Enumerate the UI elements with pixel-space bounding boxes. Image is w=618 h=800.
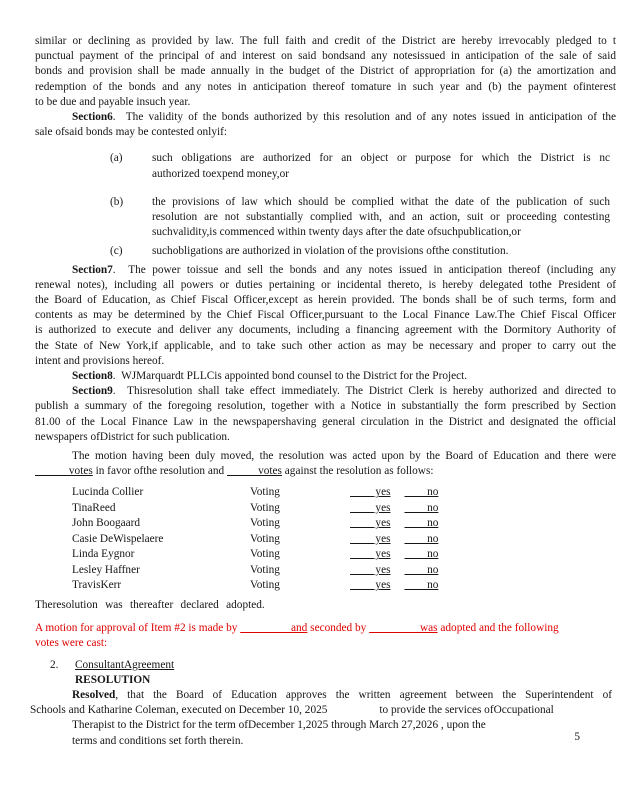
table-row <box>72 578 616 594</box>
section7-continued <box>35 278 616 369</box>
paragraph-motion-count <box>35 449 616 479</box>
text-line: redemption of the bonds and any notes in anticipation thereof tomature in such year and (b) the payment ofinterest <box>35 80 616 93</box>
text-line: votes were cast: <box>35 637 108 650</box>
text-line: punctual payment of the principal of and interest on said bondsand any notesissued in anticipation of the sale of said <box>35 50 616 63</box>
list-item-a-text <box>152 151 610 181</box>
item-title: ConsultantAgreement <box>75 658 175 671</box>
red-motion-text: seconded by <box>307 622 370 635</box>
text-line <box>35 263 616 278</box>
text-line <box>35 688 612 703</box>
section6-text: . The validity of the bonds authorized by this resolution and of any notes issued in anticipation of the <box>112 111 616 124</box>
voting-column-label: Voting <box>250 548 280 561</box>
motion-line1: The motion having been duly moved, the resolution was acted upon by the Board of Education and there were <box>72 450 616 463</box>
list-item-b-text <box>152 195 610 241</box>
voter-name: TinaReed <box>72 501 116 514</box>
page-number: 5 <box>574 731 580 743</box>
text-line: such obligations are authorized for an object or purpose for which the District is nc <box>152 152 610 165</box>
text-line: suchobligations are authorized in violation of the provisions ofthe constitution. <box>152 245 509 258</box>
text-line: to be due and payable insuch year. <box>35 95 191 108</box>
text-line: the State of New York,if applicable, and to take such other action as may be necessary and proper to carry out the <box>35 339 616 352</box>
list-marker-c: (c) <box>110 245 123 258</box>
text-line <box>35 449 616 464</box>
paragraph-section9 <box>35 384 616 445</box>
voting-column-label: Voting <box>250 532 280 545</box>
section6-continued <box>35 125 616 140</box>
item-number: 2. <box>50 658 59 671</box>
no-blank: no <box>404 579 439 592</box>
text-line: Therapist to the District for the term ofDecember 1,2025 through March 27,2026 , upon the <box>72 719 486 732</box>
paragraph-section8 <box>35 369 616 384</box>
no-blank: no <box>404 486 439 499</box>
text-line <box>35 110 616 125</box>
text-line: newspapers ofDistrict for such publication. <box>35 430 230 443</box>
agenda-item-2-heading <box>50 658 616 673</box>
text-line: 81.00 of the Local Finance Law in the newspapershaving general circulation in the District and designated the official <box>35 415 616 428</box>
moved-by-blank: and <box>240 622 308 635</box>
yes-blank: yes <box>350 501 391 514</box>
yes-blank: yes <box>350 532 391 545</box>
text-line: the Board of Education, as Chief Fiscal Officer,except as herein provided. The bonds shall be of such terms, form and <box>35 294 616 307</box>
section8-label: Section8 <box>72 370 113 383</box>
red-motion-text: adopted and the following <box>437 622 559 635</box>
text-line <box>35 464 616 479</box>
text-line: is authorized to execute and deliver any documents, including a financing agreement with the Dormitory Authority of <box>35 324 616 337</box>
table-row <box>72 501 616 517</box>
seconded-by-blank: was <box>369 622 438 635</box>
resolution-heading: RESOLUTION <box>75 673 151 686</box>
text-line: bonds and provision shall be made annually in the budget of the District of appropriation for (a) the amortization and <box>35 65 616 78</box>
text-line: intent and provisions hereof. <box>35 354 165 367</box>
resolved-text: Schools and Katharine Coleman, executed on December 10, 2025 <box>30 704 328 717</box>
table-row <box>72 516 616 532</box>
section7-text: . The power toissue and sell the bonds and any notes issued in anticipation thereof (including any <box>112 263 616 276</box>
no-blank: no <box>404 501 439 514</box>
section8-text: . WJMarquardt PLLCis appointed bond counsel to the District for the Project. <box>112 370 468 383</box>
paragraph-bond-pledge <box>35 34 616 110</box>
list-marker-b: (b) <box>110 195 124 208</box>
voting-column-label: Voting <box>250 563 280 576</box>
text-line <box>35 621 616 636</box>
text-line <box>30 703 616 718</box>
paragraph-section7 <box>35 263 616 369</box>
yes-blank: yes <box>350 563 391 576</box>
table-row <box>72 532 616 548</box>
voter-name: Lucinda Collier <box>72 486 144 499</box>
list-item-c-text <box>152 244 610 259</box>
resolved-text: , that the Board of Education approves the written agreement between the Superintendent of <box>115 689 612 701</box>
list-marker-a: (a) <box>110 152 123 165</box>
voting-column-label: Voting <box>250 501 280 514</box>
votes-against-blank: votes <box>227 465 282 478</box>
voting-table <box>72 485 616 594</box>
list-item-a <box>110 151 610 181</box>
text-line: renewal notes), including all powers or duties pertaining or incidental thereto, is hereby delegated tothe President of <box>35 278 616 291</box>
voter-name: TravisKerr <box>72 579 122 592</box>
table-row <box>72 547 616 563</box>
text-line: contents as may be determined by the Chief Fiscal Officer,pursuant to the Local Finance Law.The Chief Fiscal Officer <box>35 309 616 322</box>
paragraph-red-motion <box>35 621 616 651</box>
list-item-c <box>110 244 610 259</box>
yes-blank: yes <box>350 579 391 592</box>
red-motion-text: A motion for approval of Item #2 is made by <box>35 622 241 635</box>
section9-continued <box>35 399 616 445</box>
section9-text: . Thisresolution shall take effect immediately. The District Clerk is hereby authorized and directed to <box>112 385 616 398</box>
resolution-adopted-line: Theresolution was thereafter declared adopted. <box>35 598 265 611</box>
paragraph-resolved <box>30 688 616 749</box>
voter-name: John Boogaard <box>72 517 141 530</box>
motion-tail: against the resolution as follows: <box>281 465 434 478</box>
text-line: similar or declining as provided by law. The full faith and credit of the District are hereby irrevocably pledged to t <box>35 35 616 47</box>
list-item-b <box>110 195 610 241</box>
yes-blank: yes <box>350 486 391 499</box>
no-blank: no <box>404 548 439 561</box>
paragraph-section6 <box>35 110 616 140</box>
section6-label: Section6 <box>72 111 113 124</box>
text-line: authorized toexpend money,or <box>152 167 289 180</box>
motion-mid: in favor ofthe resolution and <box>92 465 228 478</box>
voter-name: Linda Eygnor <box>72 548 135 561</box>
voter-name: Casie DeWispelaere <box>72 532 164 545</box>
votes-in-favor-blank: votes <box>35 465 93 478</box>
agenda-item-2 <box>30 658 616 749</box>
text-line: suchvalidity,is commenced within twenty days after the date ofsuchpublication,or <box>152 226 521 239</box>
text-line <box>35 384 616 399</box>
no-blank: no <box>404 563 439 576</box>
text-line: sale ofsaid bonds may be contested onlyif: <box>35 126 228 139</box>
resolved-label: Resolved <box>72 689 116 701</box>
resolved-text: to provide the services ofOccupational <box>379 704 554 717</box>
table-row <box>72 563 616 579</box>
text-line: resolution are not substantially complied with, and an action, suit or proceeding contesting <box>152 211 610 224</box>
section9-label: Section9 <box>72 385 113 398</box>
no-blank: no <box>404 532 439 545</box>
section7-label: Section7 <box>72 263 113 276</box>
voter-name: Lesley Haffner <box>72 563 140 576</box>
table-row <box>72 485 616 501</box>
voting-column-label: Voting <box>250 579 280 592</box>
voting-column-label: Voting <box>250 486 280 499</box>
yes-blank: yes <box>350 548 391 561</box>
voting-column-label: Voting <box>250 517 280 530</box>
no-blank: no <box>404 517 439 530</box>
text-line: terms and conditions set forth therein. <box>72 734 244 747</box>
text-line: the provisions of law which should be complied withat the date of the publication of such <box>152 195 610 208</box>
text-line <box>35 369 616 384</box>
yes-blank: yes <box>350 517 391 530</box>
text-line: publish a summary of the foregoing resolution, together with a Notice in substantially the form prescribed by Section <box>35 400 616 413</box>
